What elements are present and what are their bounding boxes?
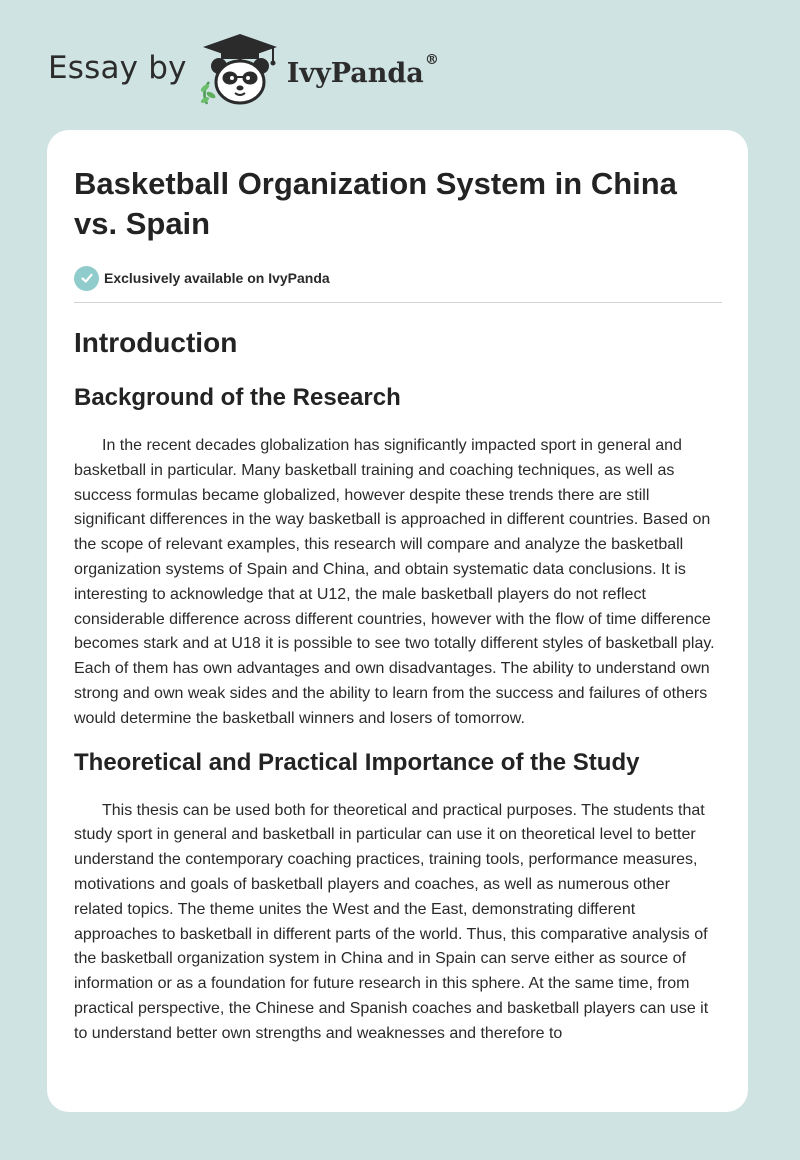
paragraph-importance: This thesis can be used both for theoretical and practical purposes. The students that study sport in general and basketball in particular can use it on theoretical level to better understand the contemporary coaching practices, training tools, performance measures, motivations and goals of basketball players and coaches, as well as numerous other related topics. The theme unites the West and the East, demonstrating different approaches to basketball in different parts of the world. Thus, this comparative analysis of the basketball organization system in China and in Spain can serve either as source of information or as a foundation for future research in this sphere. At the same time, from practical perspective, the Chinese and Spanish coaches and basketball players can use it to understand better own strengths and weaknesses and therefore to bbox=[74, 801, 709, 1042]
check-circle-icon bbox=[74, 266, 99, 291]
essay-card bbox=[47, 130, 748, 1112]
site-header bbox=[48, 30, 439, 110]
essay-content bbox=[74, 164, 722, 1047]
paragraph-background: In the recent decades globalization has significantly impacted sport in general and basketball in particular. Many basketball training and coaching techniques, as well as success formulas became globalized, however despite these trends there are still significant differences in the way basketball is approached in different countries. Based on the scope of relevant examples, this research will compare and analyze the basketball organization systems of Spain and China, and obtain systematic data conclusions. It is interesting to acknowledge that at U12, the male basketball players do not reflect considerable difference across different countries, however with the flow of time difference becomes stark and at U18 it is possible to see two totally different styles of basketball play. Each of them has own advantages and own disadvantages. The ability to understand own strong and own weak sides and the ability to learn from the success and failures of others would determine the basketball winners and losers of tomorrow. bbox=[74, 437, 715, 727]
exclusive-label: Exclusively available on IvyPanda bbox=[104, 270, 330, 286]
section-heading-introduction: Introduction bbox=[74, 327, 238, 358]
essay-title: Basketball Organization System in China vs. Spain bbox=[74, 166, 677, 241]
registered-mark: ® bbox=[424, 51, 439, 68]
panda-logo-icon bbox=[199, 32, 281, 108]
divider bbox=[74, 302, 722, 303]
exclusive-badge bbox=[74, 265, 722, 291]
brand-name bbox=[286, 51, 439, 89]
subsection-heading-importance: Theoretical and Practical Importance of the Study bbox=[74, 748, 640, 776]
essay-by-label: Essay by bbox=[48, 50, 187, 86]
subsection-heading-background: Background of the Research bbox=[74, 384, 401, 411]
brand-name-text: IvyPanda bbox=[286, 57, 424, 89]
